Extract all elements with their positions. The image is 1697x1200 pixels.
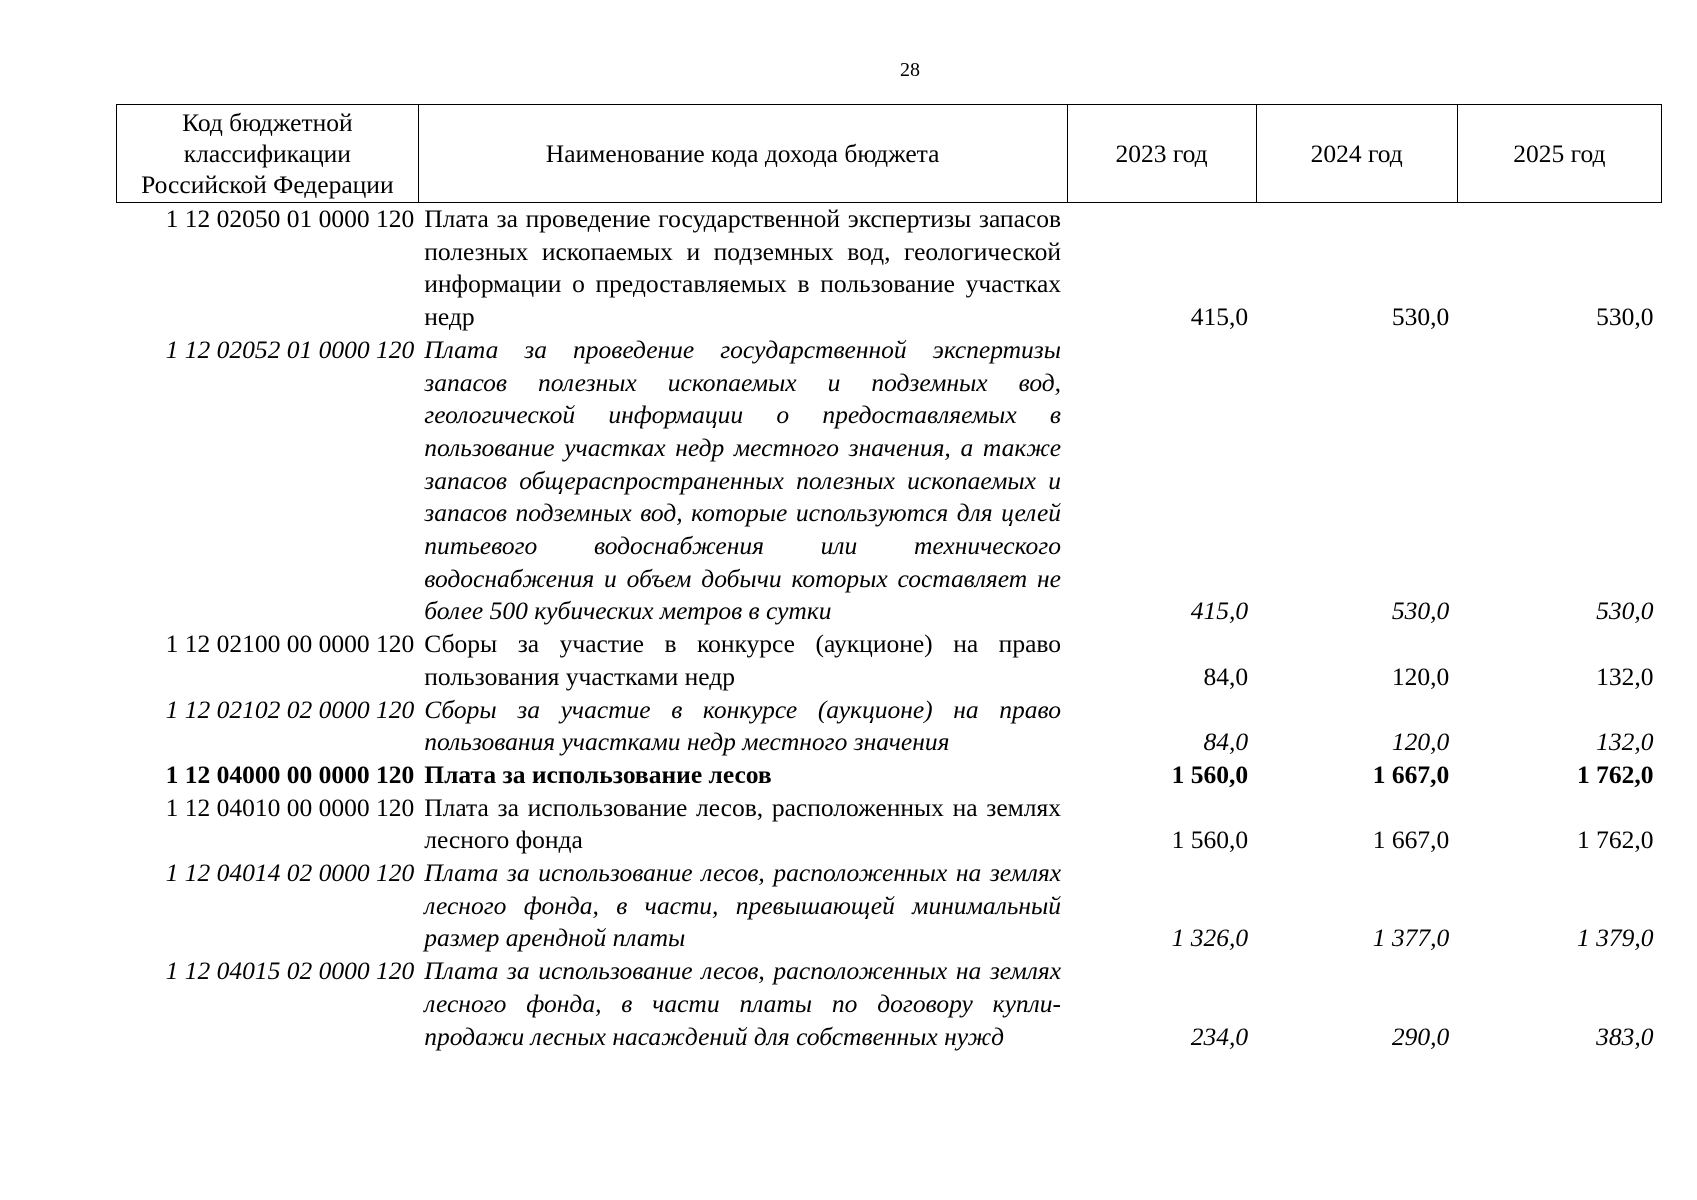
row-2025-value: 1 762,0 <box>1577 825 1654 855</box>
row-code: 1 12 02100 00 0000 120 <box>165 629 415 659</box>
header-2023: 2023 год <box>1067 105 1256 203</box>
table-row <box>117 694 1662 759</box>
table-row <box>117 203 1662 334</box>
row-2023-value: 1 326,0 <box>1171 923 1249 953</box>
row-2023-value: 84,0 <box>1203 727 1249 757</box>
budget-revenue-table <box>116 104 1662 1053</box>
table-row <box>117 628 1662 693</box>
row-code: 1 12 04015 02 0000 120 <box>165 956 415 986</box>
row-2025-value: 530,0 <box>1596 302 1654 332</box>
row-2025-value: 1 379,0 <box>1577 923 1654 953</box>
table-header-row <box>117 105 1662 203</box>
row-name: Плата за использование лесов <box>424 759 772 789</box>
row-2025-value: 383,0 <box>1596 1021 1654 1051</box>
row-2023-value: 415,0 <box>1190 302 1249 332</box>
row-2024-value: 1 667,0 <box>1372 759 1450 789</box>
header-code: Код бюджетной классификации Российской Федерации <box>117 105 419 203</box>
page-number: 28 <box>900 59 920 81</box>
row-2023-value: 84,0 <box>1203 661 1249 691</box>
row-2023-value: 415,0 <box>1190 596 1249 626</box>
row-name: Плата за использование лесов, расположенных на землях лесного фонда, в части, превышающей минимальный размер арендной платы <box>424 858 1062 953</box>
header-2025: 2025 год <box>1457 105 1661 203</box>
table-row <box>117 792 1662 857</box>
row-2025-value: 132,0 <box>1596 727 1654 757</box>
row-name: Сборы за участие в конкурсе (аукционе) на право пользования участками недр местного значения <box>424 694 1062 757</box>
table-row <box>117 857 1662 955</box>
row-2023-value: 1 560,0 <box>1171 825 1249 855</box>
row-name: Плата за использование лесов, расположенных на землях лесного фонда <box>424 792 1062 855</box>
row-name: Плата за использование лесов, расположенных на землях лесного фонда, в части платы по договору купли-продажи лесных насаждений для собственных нужд <box>424 956 1062 1051</box>
row-2024-value: 530,0 <box>1391 596 1450 626</box>
row-name: Сборы за участие в конкурсе (аукционе) на право пользования участками недр <box>424 629 1062 691</box>
row-code: 1 12 02052 01 0000 120 <box>165 334 415 364</box>
row-2025-value: 530,0 <box>1596 596 1654 626</box>
header-name: Наименование кода дохода бюджета <box>418 105 1067 203</box>
table-row <box>117 955 1662 1053</box>
table-row <box>117 334 1662 628</box>
row-code: 1 12 02050 01 0000 120 <box>165 204 415 233</box>
header-2024: 2024 год <box>1256 105 1457 203</box>
row-2024-value: 290,0 <box>1391 1021 1450 1051</box>
row-2023-value: 234,0 <box>1190 1021 1249 1051</box>
row-name: Плата за проведение государственной экспертизы запасов полезных ископаемых и подземных вод, геологической информации о предоставляемых в пользование участках недр <box>424 204 1062 332</box>
row-2025-value: 1 762,0 <box>1577 759 1654 789</box>
table-row <box>117 759 1662 792</box>
row-code: 1 12 04014 02 0000 120 <box>165 858 415 888</box>
row-code: 1 12 04010 00 0000 120 <box>165 792 415 822</box>
row-code: 1 12 04000 00 0000 120 <box>165 759 415 789</box>
row-2024-value: 530,0 <box>1391 302 1450 332</box>
row-name: Плата за проведение государственной экспертизы запасов полезных ископаемых и подземных вод, геологической информации о предоставляемых в пользование участках недр местного значения, а также запасов общераспространенных полезных ископаемых и запасов подземных вод, которые используются для целей питьевого водоснабжения или технического водоснабжения и объем добычи которых составляет не более 500 кубических метров в сутки <box>424 334 1062 626</box>
row-code: 1 12 02102 02 0000 120 <box>165 694 415 724</box>
row-2024-value: 120,0 <box>1391 661 1450 691</box>
row-2024-value: 120,0 <box>1391 727 1450 757</box>
row-2024-value: 1 667,0 <box>1372 825 1450 855</box>
row-2025-value: 132,0 <box>1596 661 1654 691</box>
row-2024-value: 1 377,0 <box>1372 923 1450 953</box>
row-2023-value: 1 560,0 <box>1171 759 1249 789</box>
